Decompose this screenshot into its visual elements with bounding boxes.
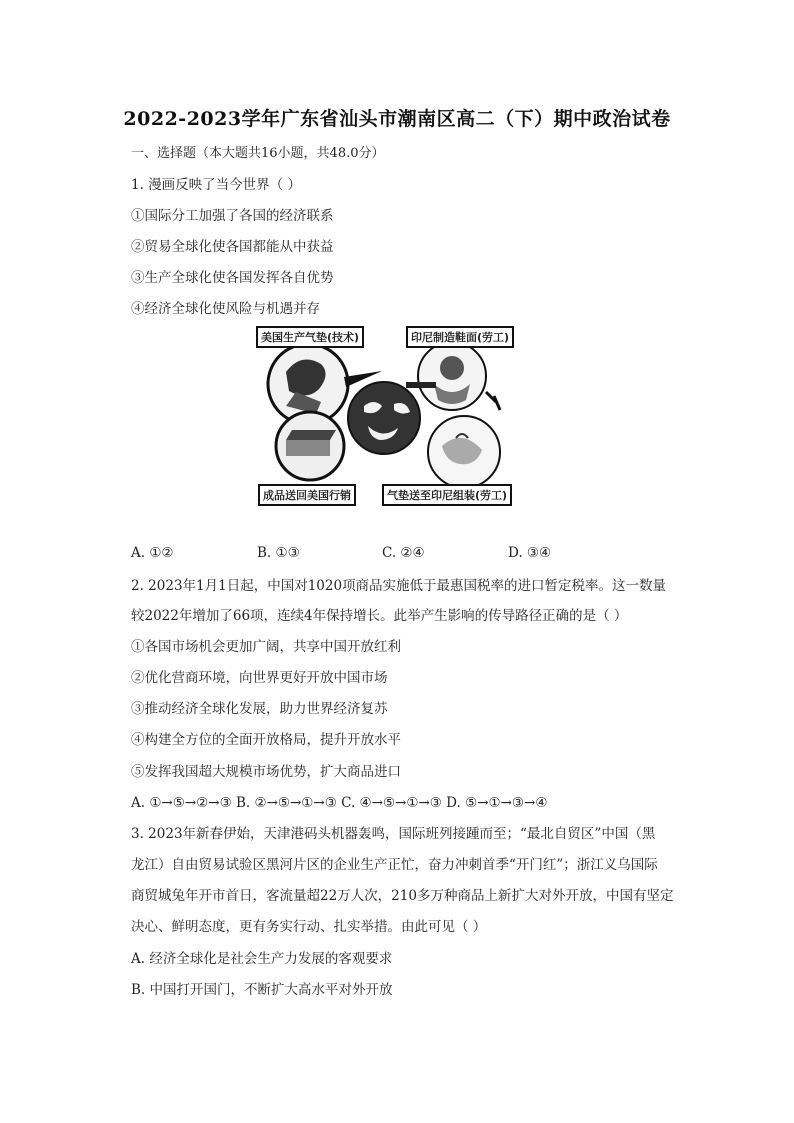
q2-item-5: ⑤发挥我国超大规模市场优势，扩大商品进口 [131, 764, 401, 780]
cartoon-caption-top-left: 美国生产气垫(技术) [256, 326, 364, 348]
q2-item-1: ①各国市场机会更加广阔，共享中国开放红利 [131, 639, 401, 655]
q2-item-2: ②优化营商环境，向世界更好开放中国市场 [131, 670, 388, 686]
q1-stem: 1. 漫画反映了当今世界（ ） [131, 177, 301, 193]
globe-icon [348, 382, 420, 454]
cartoon-caption-bottom-left: 成品送回美国行销 [258, 484, 356, 506]
q1-option-d[interactable]: D. ③④ [508, 545, 552, 561]
q1-item-1: ①国际分工加强了各国的经济联系 [131, 208, 334, 224]
q3-stem-line-4: 决心、鲜明态度，更有务实行动、扎实举措。由此可见（ ） [131, 919, 487, 935]
q1-item-4: ④经济全球化使风险与机遇并存 [131, 301, 320, 317]
cartoon-caption-bottom-right: 气垫送至印尼组装(劳工) [382, 484, 512, 506]
cartoon-caption-top-right: 印尼制造鞋面(劳工) [406, 326, 514, 348]
q1-option-c[interactable]: C. ②④ [382, 545, 425, 561]
ship-icon [406, 382, 436, 388]
q3-stem-line-3: 商贸城兔年开市首日，客流量超22万人次，210多万种商品上新扩大对外开放，中国有坚定 [131, 888, 674, 904]
q3-stem-line-1: 3. 2023年新春伊始，天津港码头机器轰鸣，国际班列接踵而至；“最北自贸区”中国（黑 [131, 826, 656, 842]
q2-options[interactable]: A. ①→⑤→②→③ B. ②→⑤→①→③ C. ④→⑤→①→③ D. ⑤→①→③→④ [131, 795, 548, 811]
q1-item-3: ③生产全球化使各国发挥各自优势 [131, 270, 334, 286]
q3-option-b[interactable]: B. 中国打开国门，不断扩大高水平对外开放 [131, 982, 393, 998]
q1-option-b[interactable]: B. ①③ [257, 545, 300, 561]
page-title: 2022-2023学年广东省汕头市潮南区高二（下）期中政治试卷 [123, 108, 671, 130]
q1-cartoon-image [256, 322, 538, 510]
q2-stem-line-2: 较2022年增加了66项，连续4年保持增长。此举产生影响的传导路径正确的是（ ） [131, 608, 628, 624]
q2-stem-line-1: 2. 2023年1月1日起，中国对1020项商品实施低于最惠国税率的进口暂定税率。这一数量 [131, 578, 667, 594]
q3-option-a[interactable]: A. 经济全球化是社会生产力发展的客观要求 [131, 951, 393, 967]
q1-item-2: ②贸易全球化使各国都能从中获益 [131, 239, 334, 255]
q2-item-3: ③推动经济全球化发展，助力世界经济复苏 [131, 701, 388, 717]
cartoon-illustration [256, 322, 538, 510]
section-heading: 一、选择题（本大题共16小题，共48.0分） [131, 146, 385, 161]
q2-item-4: ④构建全方位的全面开放格局，提升开放水平 [131, 732, 401, 748]
q3-stem-line-2: 龙江）自由贸易试验区黑河片区的企业生产正忙，奋力冲刺首季“开门红”；浙江义乌国际 [131, 857, 658, 873]
q1-option-a[interactable]: A. ①② [131, 545, 174, 561]
